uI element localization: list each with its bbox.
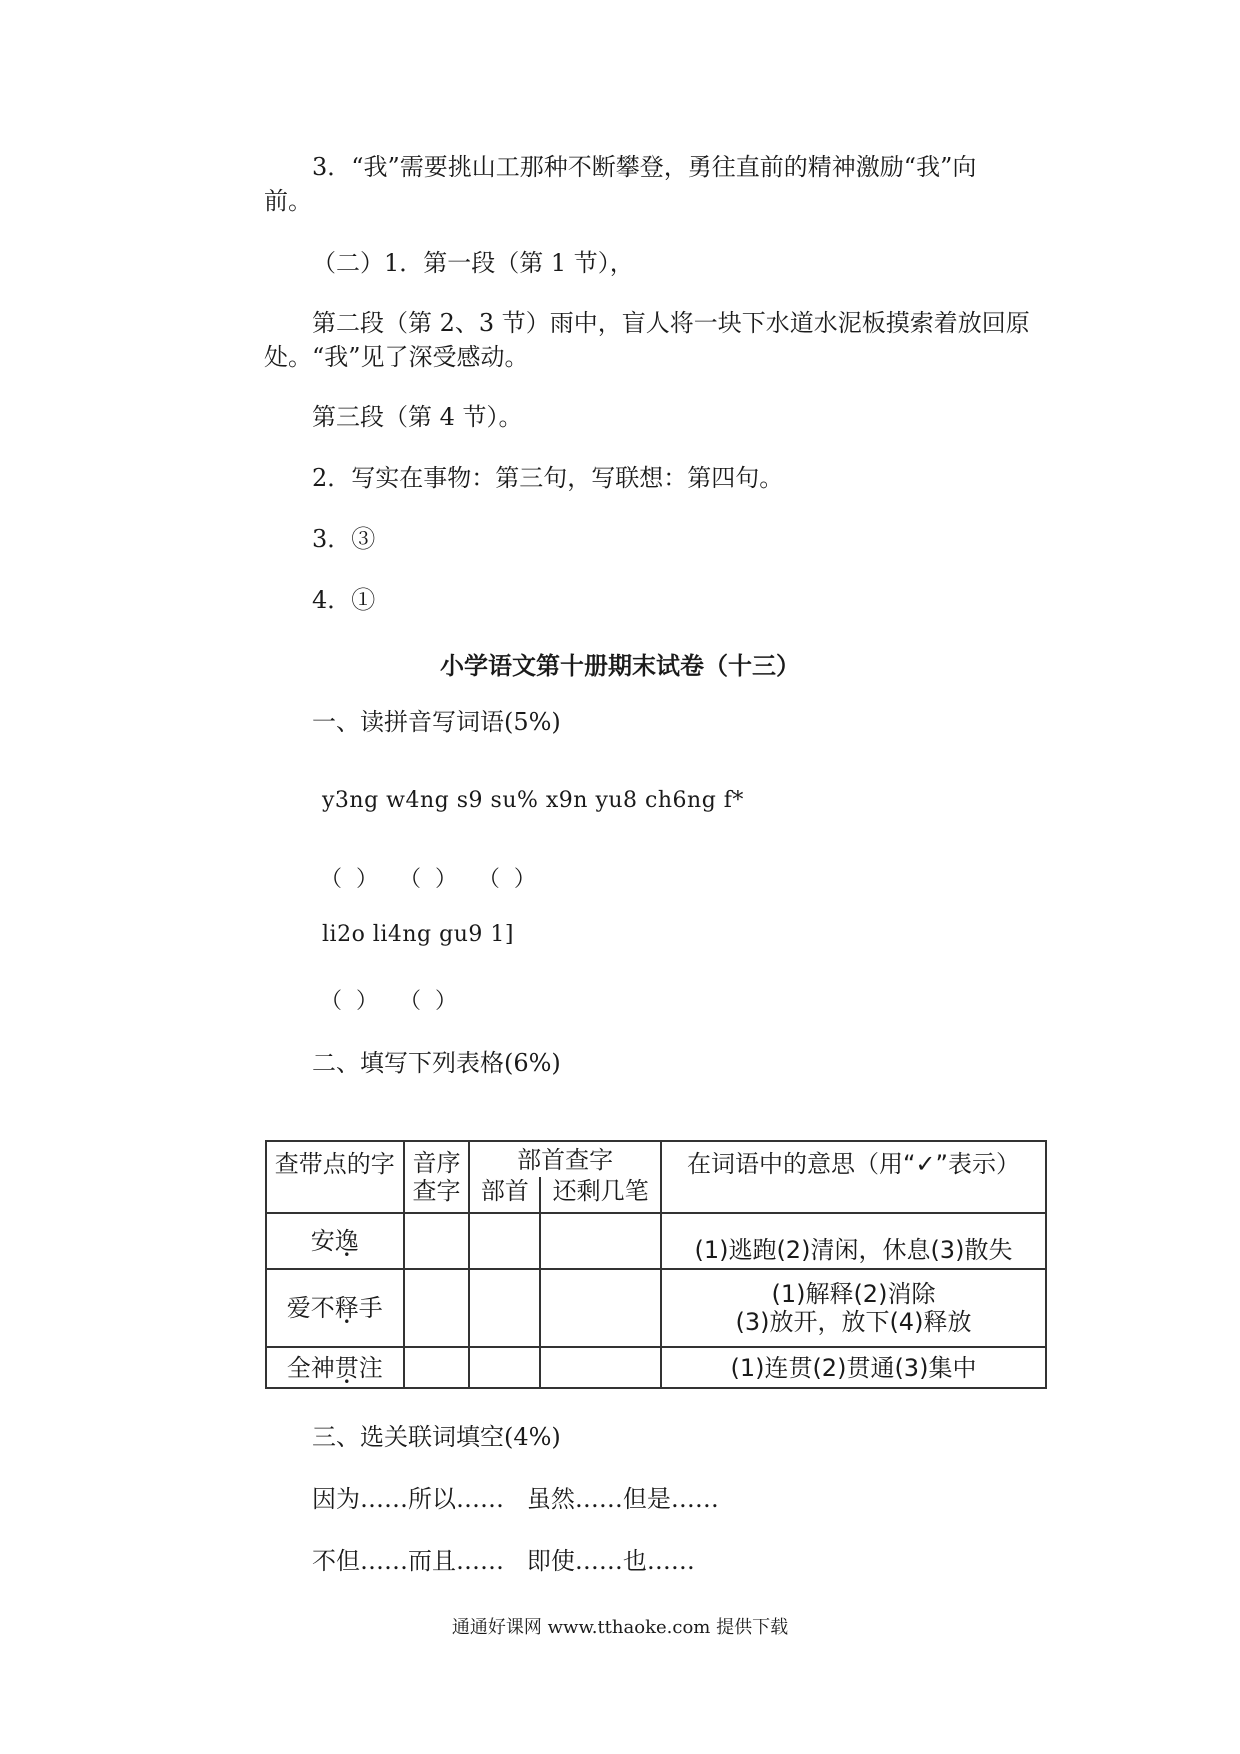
blank-cell[interactable] (404, 1269, 470, 1347)
answer-item2: 2．写实在事物：第三句，写联想：第四句。 (312, 464, 784, 492)
exam-title: 小学语文第十册期末试卷（十三） (440, 652, 800, 680)
pinyin-row2: li2o li4ng gu9 1] (322, 922, 514, 947)
blank-cell[interactable] (469, 1347, 540, 1388)
lookup-table (265, 1140, 1047, 1389)
word-text: 注 (358, 1353, 383, 1382)
conjunctions-line2: 不但……而且…… 即使……也…… (312, 1547, 695, 1575)
word-text: 安 (310, 1227, 335, 1255)
header-strokes-left: 还剩几笔 (540, 1177, 661, 1213)
word-text: 手 (358, 1294, 383, 1322)
footer-credit: 通通好课网 www.tthaoke.com 提供下载 (451, 1617, 789, 1638)
word-text: 全神 (286, 1353, 335, 1382)
blank-cell[interactable] (404, 1347, 470, 1388)
blank-cell[interactable] (469, 1269, 540, 1347)
blank-cell[interactable] (540, 1269, 661, 1347)
header-phonetic-order (404, 1141, 470, 1213)
row-meaning (661, 1269, 1046, 1347)
row-word (266, 1269, 404, 1347)
section1-heading: 一、读拼音写词语(5%) (312, 708, 561, 736)
blank-cell[interactable] (404, 1213, 470, 1269)
table-row (266, 1269, 1046, 1347)
word-text: 爱不 (286, 1294, 335, 1322)
blanks-row2: （ ） （ ） (320, 989, 457, 1014)
header-radical: 部首 (469, 1177, 540, 1213)
dotted-char: 释 (334, 1294, 359, 1322)
dotted-char: 贯 (334, 1353, 359, 1382)
answer-para3: 第三段（第 4 节）。 (312, 403, 523, 431)
answer-item4: 4．① (312, 586, 376, 614)
header-radical-lookup: 部首查字 (469, 1141, 660, 1177)
meaning-line-a: (1)解释(2)消除 (771, 1280, 936, 1308)
answer-para2-line1: 第二段（第 2、3 节）雨中，盲人将一块下水道水泥板摸索着放回原 (312, 309, 1030, 337)
answer-para2-line2: 处。“我”见了深受感动。 (264, 343, 529, 371)
answer-item3b: 3．③ (312, 525, 376, 553)
blank-cell[interactable] (540, 1347, 661, 1388)
meaning-line-b: (3)放开，放下(4)释放 (735, 1308, 972, 1336)
section2-heading: 二、填写下列表格(6%) (312, 1049, 561, 1077)
row-word (266, 1213, 404, 1269)
blank-cell[interactable] (540, 1213, 661, 1269)
blank-cell[interactable] (469, 1213, 540, 1269)
pinyin-row1: y3ng w4ng s9 su% x9n yu8 ch6ng f* (322, 788, 744, 813)
header-meaning: 在词语中的意思（用“✓”表示） (661, 1141, 1046, 1213)
row-meaning: (1)连贯(2)贯通(3)集中 (661, 1347, 1046, 1388)
header-phonetic-a: 音序 (412, 1149, 461, 1177)
blanks-row1: （ ） （ ） （ ） (320, 867, 536, 892)
answer-item3-line1: 3．“我”需要挑山工那种不断攀登，勇往直前的精神激励“我”向 (312, 153, 977, 181)
conjunctions-line1: 因为……所以…… 虽然……但是…… (312, 1485, 719, 1513)
section3-heading: 三、选关联词填空(4%) (312, 1423, 561, 1451)
row-meaning: (1)逃跑(2)清闲，休息(3)散失 (661, 1213, 1046, 1269)
dotted-char: 逸 (334, 1227, 359, 1255)
table-row (266, 1213, 1046, 1269)
header-char: 查带点的字 (266, 1141, 404, 1213)
answer-part2-item1: （二）1．第一段（第 1 节）， (312, 249, 634, 277)
answer-item3-line2: 前。 (264, 187, 312, 215)
table-row (266, 1347, 1046, 1388)
row-word (266, 1347, 404, 1388)
header-phonetic-b: 查字 (412, 1177, 461, 1205)
